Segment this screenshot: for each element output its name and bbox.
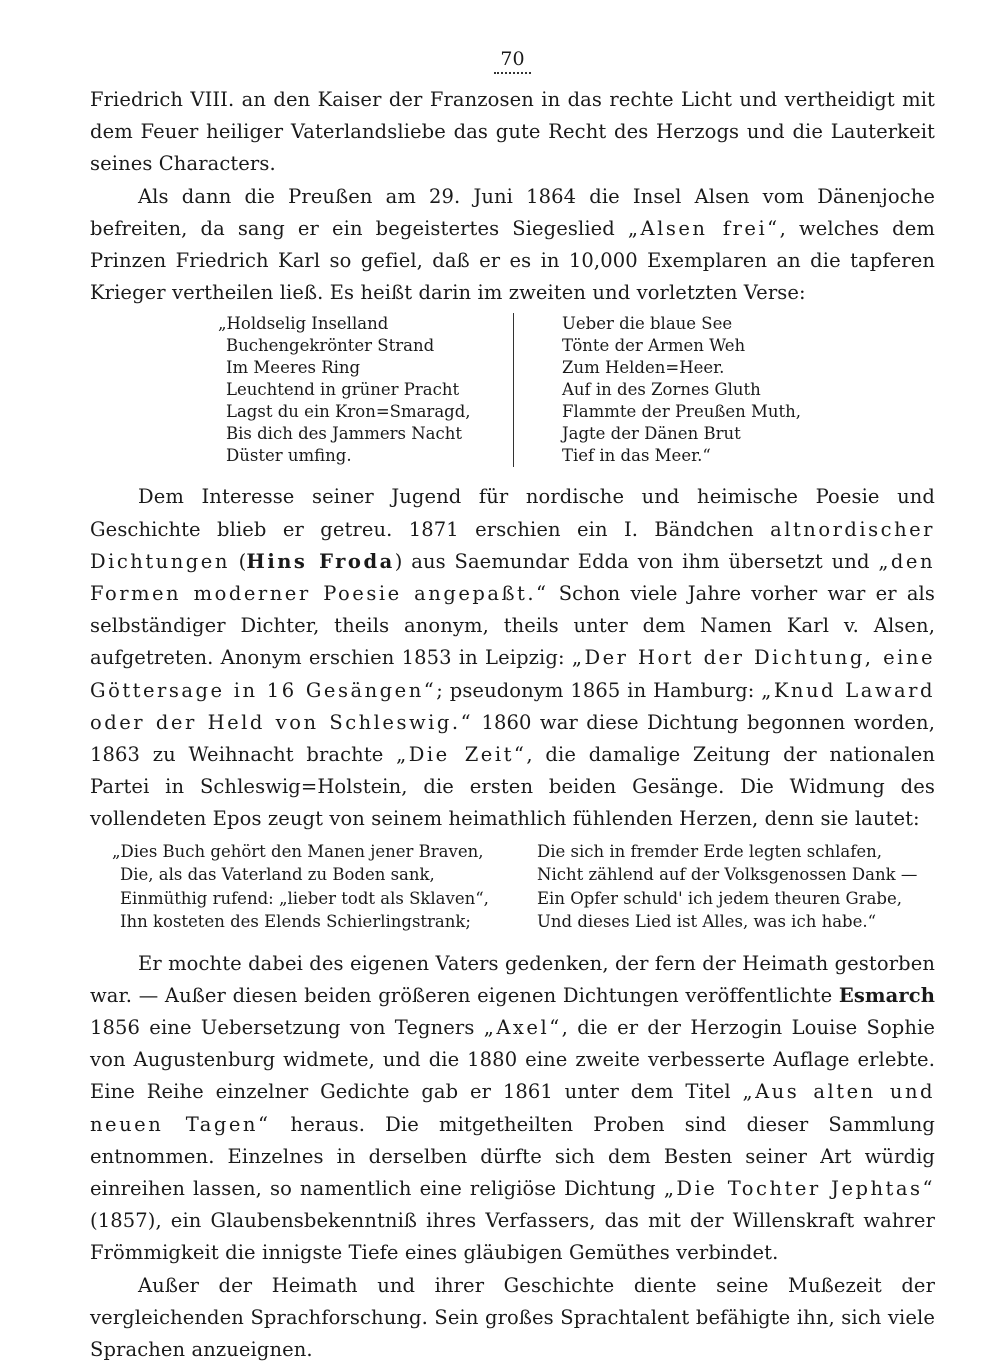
- poem-line: Nicht zählend auf der Volksgenossen Dank —: [537, 865, 918, 885]
- paragraph-5: Außer der Heimath und ihrer Geschichte diente seine Mußezeit der vergleichenden Sprachforschung. Sein großes Sprachtalent befähigte ihn, sich viele Sprachen anzueignen.: [90, 1273, 935, 1362]
- poem-line: Ueber die blaue See: [562, 314, 733, 334]
- poem-line: Einmüthig rufend: „lieber todt als Sklaven“,: [120, 888, 489, 908]
- poem-line: Lagst du ein Kron=Smaragd,: [226, 402, 471, 422]
- paragraph-2: Als dann die Preußen am 29. Juni 1864 die Insel Alsen vom Dänenjoche befreiten, da sang er ein begeistertes Siegeslied „Alsen frei“, welches dem Prinzen Friedrich Karl so gefiel, daß er es in 10,000 Exemplaren an die tapferen Krieger vertheilen ließ. Es heißt darin im zweiten und vorletzten Verse:: [90, 184, 936, 305]
- paragraph-1: Friedrich VIII. an den Kaiser der Franzosen in das rechte Licht und vertheidigt mit dem Feuer heiliger Vaterlandsliebe das gute Recht des Herzogs und die Lauterkeit seines Characters.: [90, 88, 935, 176]
- poem-line: Düster umfing.: [226, 446, 352, 466]
- poem-dedication-right: [537, 840, 932, 934]
- poem-line: Die sich in fremder Erde legten schlafen,: [537, 841, 882, 861]
- paragraph-3: Dem Interesse seiner Jugend für nordische und heimische Poesie und Geschichte blieb er getreu. 1871 erschien ein I. Bändchen altnordischer Dichtungen (Hins Froda) aus Saemundar Edda von ihm übersetzt und „den Formen moderner Poesie angepaßt.“ Schon viele Jahre vorher war er als selbständiger Dichter, theils anonym, theils unter dem Namen Karl v. Alsen, aufgetreten. Anonym erschien 1853 in Leipzig: „Der Hort der Dichtung, eine Göttersage in 16 Gesängen“; pseudonym 1865 in Hamburg: „Knud Laward oder der Held von Schleswig.“ 1860 war diese Dichtung begonnen worden, 1863 zu Weihnacht brachte „Die Zeit“, die damalige Zeitung der nationalen Partei in Schleswig=Holstein, die ersten beiden Gesänge. Die Widmung des vollendeten Epos zeugt von seinem heimathlich fühlenden Herzen, denn sie lautet:: [90, 485, 936, 831]
- poem-alsen: [218, 313, 838, 467]
- poem-line: Leuchtend in grüner Pracht: [226, 380, 460, 400]
- poem-line: Die, als das Vaterland zu Boden sank,: [120, 865, 435, 885]
- poem-line: Flammte der Preußen Muth,: [562, 402, 802, 422]
- poem-line: Jagte der Dänen Brut: [562, 424, 741, 444]
- poem-line: Buchengekrönter Strand: [226, 336, 435, 356]
- poem-line: Zum Helden=Heer.: [562, 358, 725, 378]
- poem-line: Bis dich des Jammers Nacht: [226, 424, 462, 444]
- poem-line: Auf in des Zornes Gluth: [562, 380, 761, 400]
- poem-line: Tief in das Meer.“: [562, 446, 711, 466]
- poem-line: „Dies Buch gehört den Manen jener Braven,: [112, 841, 484, 861]
- paragraph-4: Er mochte dabei des eigenen Vaters gedenken, der fern der Heimath gestorben war. — Außer diesen beiden größeren eigenen Dichtungen veröffentlichte Esmarch 1856 eine Uebersetzung von Tegners „Axel“, die er der Herzogin Louise Sophie von Augustenburg widmete, und die 1880 eine zweite verbesserte Auflage erlebte. Eine Reihe einzelner Gedichte gab er 1861 unter dem Titel „Aus alten und neuen Tagen“ heraus. Die mitgetheilten Proben sind dieser Sammlung entnommen. Einzelnes in derselben dürfte sich dem Besten seiner Art würdig einreihen lassen, so namentlich eine religiöse Dichtung „Die Tochter Jephtas“ (1857), ein Glaubensbekenntniß ihres Verfassers, das mit der Willenskraft wahrer Frömmigkeit die innigste Tiefe eines gläubigen Gemüthes verbindet.: [90, 951, 936, 1265]
- title-alsen-frei: „Alsen frei“: [627, 216, 780, 240]
- poem-line: Im Meeres Ring: [226, 358, 361, 378]
- poem-line: Ein Opfer schuld' ich jedem theuren Grabe,: [537, 888, 903, 908]
- poem-alsen-right: [514, 313, 801, 467]
- document-page: [90, 48, 935, 1366]
- poem-line: Tönte der Armen Weh: [562, 336, 746, 356]
- poem-dedication-left: [112, 840, 537, 934]
- poem-line: Und dieses Lied ist Alles, was ich habe.“: [537, 912, 877, 932]
- poem-line: Ihn kosteten des Elends Schierlingstrank;: [120, 912, 471, 932]
- poem-dedication: [112, 840, 932, 934]
- poem-line: „Holdselig Inselland: [218, 314, 389, 334]
- page-number: 70: [90, 48, 935, 74]
- poem-alsen-left: [218, 313, 514, 467]
